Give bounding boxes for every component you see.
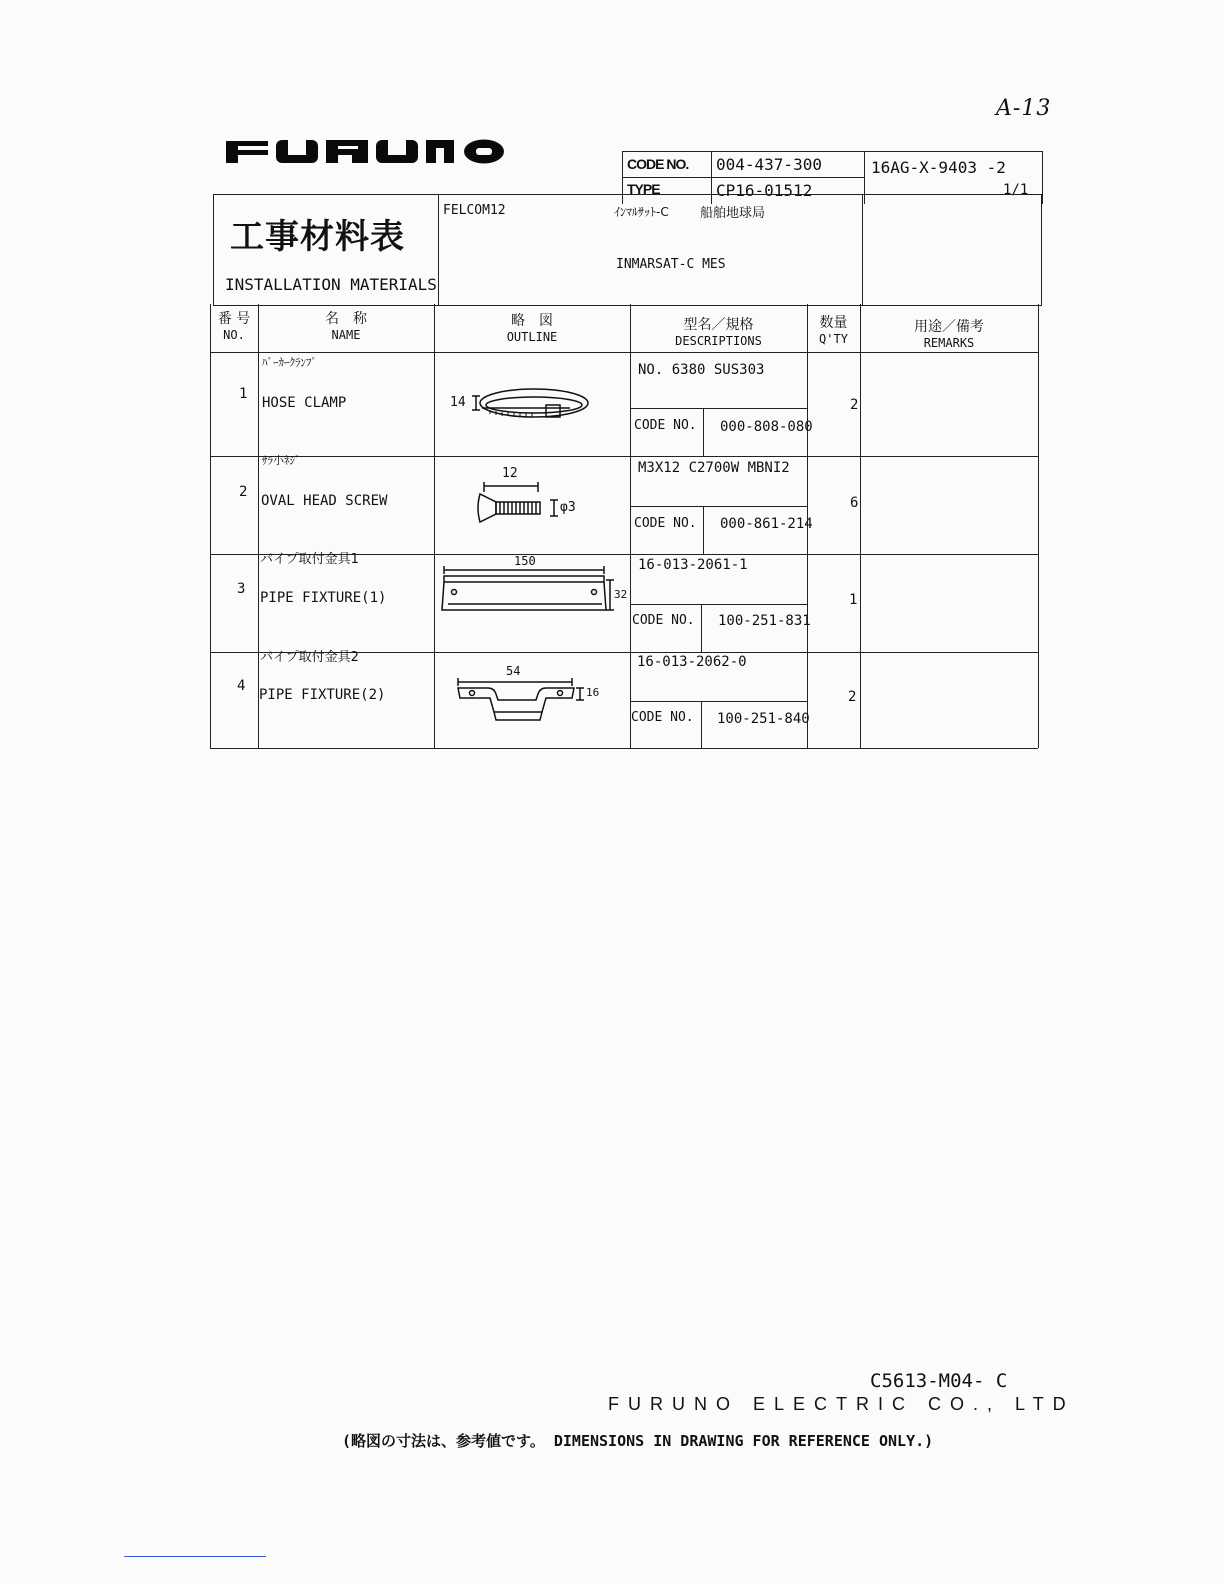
system-english: INMARSAT-C MES [616, 257, 726, 272]
pipe-fixture-1-dim-height: 32 [614, 588, 628, 601]
header-descriptions: 型名／規格 DESCRIPTIONS [675, 317, 762, 348]
system-jp-kana: ｲﾝﾏﾙｻｯﾄ-C [614, 205, 669, 219]
item-1-code: 000-808-080 [720, 419, 813, 435]
item-4-name-en: PIPE FIXTURE(2) [259, 687, 386, 703]
header-name: 名 称 NAME [325, 311, 367, 342]
item-2-name-en: OVAL HEAD SCREW [261, 493, 388, 509]
item-2-code: 000-861-214 [720, 516, 813, 532]
header-remarks: 用途／備考 REMARKS [914, 319, 984, 350]
model-name: FELCOM12 [443, 203, 506, 218]
item-3-qty: 1 [849, 592, 858, 608]
item-4-no: 4 [237, 678, 246, 694]
code-label: CODE NO. [627, 156, 689, 172]
header-qty: 数量 Q'TY [819, 315, 848, 346]
item-1-desc: NO. 6380 SUS303 [638, 362, 765, 378]
item-1-name-en: HOSE CLAMP [262, 395, 347, 411]
page-number: A-13 [996, 96, 1052, 121]
item-3-no: 3 [237, 581, 246, 597]
item-2-code-label: CODE NO. [634, 516, 697, 531]
materials-table [210, 304, 1038, 748]
pipe-fixture-1-drawing [438, 554, 628, 624]
title-english: INSTALLATION MATERIALS [225, 275, 437, 294]
item-3-code: 100-251-831 [718, 613, 811, 629]
screw-dim-length: 12 [502, 466, 518, 481]
item-1-no: 1 [239, 386, 248, 402]
scan-artifact-line [124, 1556, 266, 1557]
document-number: 16AG-X-9403 -2 [871, 158, 1006, 177]
item-1-qty: 2 [850, 397, 859, 413]
item-1-remarks [860, 352, 1038, 456]
pipe-fixture-1-dim-length: 150 [514, 554, 536, 568]
pipe-fixture-2-dim-length: 54 [506, 664, 521, 678]
pipe-fixture-2-drawing [454, 662, 604, 730]
header-no: 番 号 NO. [217, 311, 251, 342]
title-block [213, 194, 1042, 306]
item-4-code: 100-251-840 [717, 711, 810, 727]
system-jp-name: 船舶地球局 [700, 206, 766, 221]
item-3-name-jp: パイプ取付金具1 [260, 552, 359, 567]
item-3-code-label: CODE NO. [632, 613, 695, 628]
header-outline: 略 図 OUTLINE [506, 313, 558, 344]
item-3-remarks [860, 554, 1038, 652]
furuno-logo [226, 136, 506, 170]
item-2-no: 2 [239, 484, 248, 500]
reference-note: (略図の寸法は、参考値です。 DIMENSIONS IN DRAWING FOR REFERENCE ONLY.) [342, 1432, 934, 1450]
item-4-code-label: CODE NO. [631, 710, 694, 725]
type-label: TYPE [627, 181, 660, 197]
item-4-name-jp: パイプ取付金具2 [260, 650, 359, 665]
company-name: FURUNO ELECTRIC CO., LTD [608, 1394, 1075, 1414]
type-value: CP16-01512 [716, 181, 813, 200]
code-value: 004-437-300 [716, 155, 822, 174]
hose-clamp-drawing [450, 380, 600, 430]
item-4-desc: 16-013-2062-0 [637, 654, 747, 670]
item-2-qty: 6 [850, 495, 859, 511]
hose-clamp-dim-width: 14 [450, 395, 466, 410]
title-japanese: 工事材料表 [230, 217, 405, 257]
item-1-name-jp: ﾊﾞｰｶｰｸﾗﾝﾌﾟ [262, 356, 317, 369]
item-4-qty: 2 [848, 689, 857, 705]
item-2-remarks [860, 456, 1038, 554]
item-3-desc: 16-013-2061-1 [638, 557, 748, 573]
pipe-fixture-2-dim-height: 16 [586, 686, 600, 699]
item-2-desc: M3X12 C2700W MBNI2 [638, 460, 790, 476]
screw-dim-diameter: φ3 [560, 500, 576, 515]
item-2-name-jp: ｻﾗ小ﾈｼﾞ [262, 454, 301, 467]
item-4-remarks [860, 652, 1038, 748]
item-1-code-label: CODE NO. [634, 418, 697, 433]
sheet-number: 1/1 [1003, 182, 1029, 198]
item-3-name-en: PIPE FIXTURE(1) [260, 590, 387, 606]
oval-head-screw-drawing [472, 466, 592, 530]
drawing-code: C5613-M04- C [870, 1370, 1008, 1392]
